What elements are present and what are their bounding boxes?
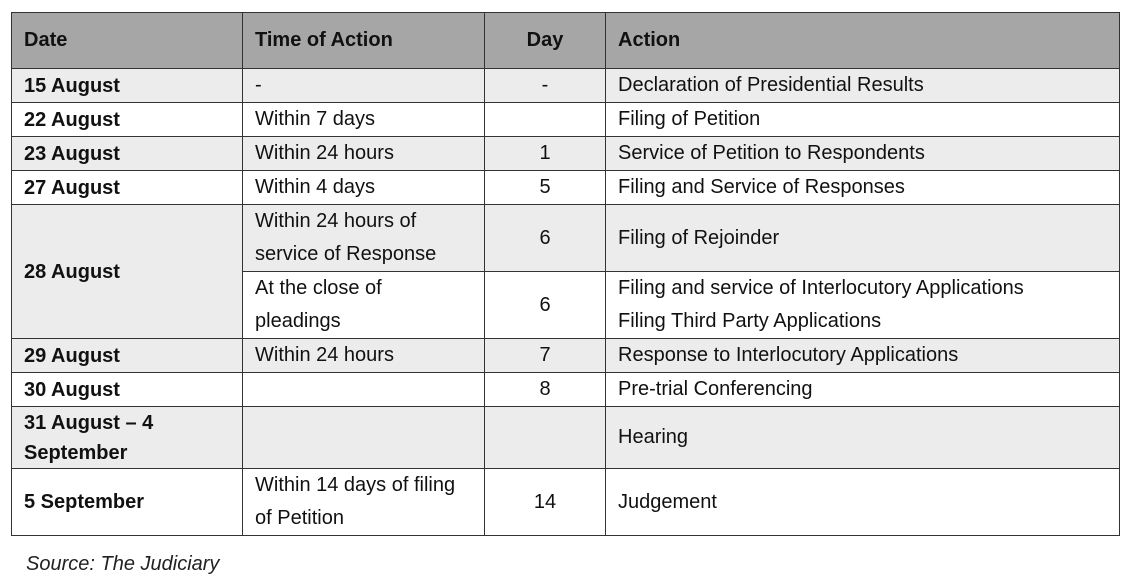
table-row — [12, 339, 1120, 373]
day-cell: 1 — [485, 137, 606, 171]
table-row — [12, 137, 1120, 171]
header-time-of-action: Time of Action — [243, 13, 485, 69]
day-cell: 8 — [485, 373, 606, 407]
header-day: Day — [485, 13, 606, 69]
day-cell: 14 — [485, 469, 606, 536]
date-cell: 28 August — [12, 205, 243, 339]
action-cell: Service of Petition to Respondents — [606, 137, 1120, 171]
time-cell: Within 4 days — [243, 171, 485, 205]
table-row — [12, 103, 1120, 137]
time-cell: - — [243, 69, 485, 103]
action-line: Filing and service of Interlocutory Applications — [618, 277, 1024, 299]
day-cell: 6 — [485, 272, 606, 339]
day-cell — [485, 103, 606, 137]
action-cell: Judgement — [606, 469, 1120, 536]
date-cell: 31 August – 4 September — [12, 407, 243, 469]
action-cell: Filing of Petition — [606, 103, 1120, 137]
time-cell: Within 24 hours — [243, 339, 485, 373]
table-row — [12, 407, 1120, 469]
day-cell: 5 — [485, 171, 606, 205]
action-cell: Filing and Service of Responses — [606, 171, 1120, 205]
time-cell: Within 7 days — [243, 103, 485, 137]
header-date: Date — [12, 13, 243, 69]
day-cell: 6 — [485, 205, 606, 272]
table-header-row — [12, 13, 1120, 69]
action-cell: Declaration of Presidential Results — [606, 69, 1120, 103]
table-row — [12, 373, 1120, 407]
date-cell: 22 August — [12, 103, 243, 137]
source-caption: Source: The Judiciary — [26, 553, 220, 575]
date-cell: 30 August — [12, 373, 243, 407]
action-cell: Response to Interlocutory Applications — [606, 339, 1120, 373]
time-cell: Within 24 hours of service of Response — [243, 205, 485, 272]
table-row — [12, 69, 1120, 103]
date-cell: 5 September — [12, 469, 243, 536]
header-action: Action — [606, 13, 1120, 69]
date-cell: 29 August — [12, 339, 243, 373]
date-cell: 15 August — [12, 69, 243, 103]
date-cell: 23 August — [12, 137, 243, 171]
action-cell: Filing of Rejoinder — [606, 205, 1120, 272]
action-line: Filing Third Party Applications — [618, 310, 882, 332]
time-cell: Within 24 hours — [243, 137, 485, 171]
time-cell — [243, 407, 485, 469]
date-cell: 27 August — [12, 171, 243, 205]
table-row — [12, 171, 1120, 205]
time-cell: At the close of pleadings — [243, 272, 485, 339]
table-row — [12, 469, 1120, 536]
table-row — [12, 205, 1120, 272]
action-cell: Hearing — [606, 407, 1120, 469]
action-cell — [606, 272, 1120, 339]
day-cell: 7 — [485, 339, 606, 373]
day-cell: - — [485, 69, 606, 103]
day-cell — [485, 407, 606, 469]
time-cell: Within 14 days of filing of Petition — [243, 469, 485, 536]
time-cell — [243, 373, 485, 407]
action-cell: Pre-trial Conferencing — [606, 373, 1120, 407]
court-timeline-table — [11, 12, 1120, 536]
